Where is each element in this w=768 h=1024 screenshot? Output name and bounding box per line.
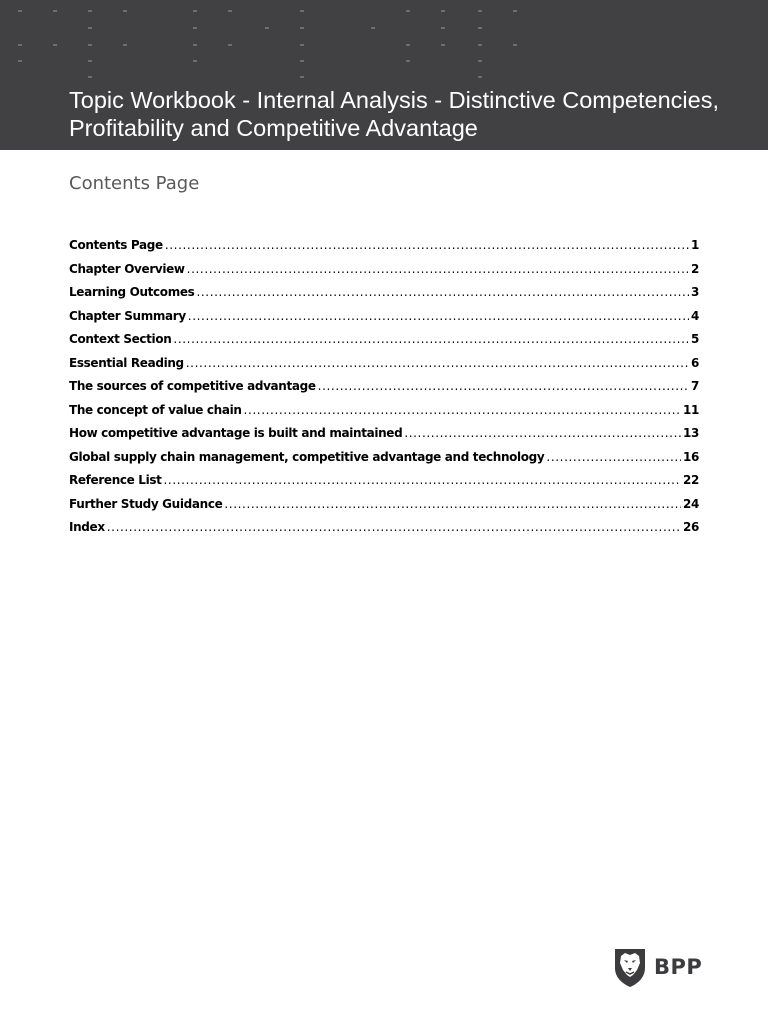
toc-leader-dots [186, 356, 689, 370]
toc-entry-title: Learning Outcomes [69, 285, 195, 299]
toc-entry-page: 7 [691, 379, 699, 393]
toc-entry-title: The concept of value chain [69, 402, 242, 417]
toc-entry[interactable] [69, 426, 699, 450]
toc-entry-title: Reference List [69, 473, 162, 487]
toc-entry[interactable] [69, 262, 699, 286]
toc-entry[interactable] [69, 309, 699, 333]
toc-entry[interactable] [69, 450, 699, 474]
document-title: Topic Workbook - Internal Analysis - Distinctive Competencies, Profitability and Competitive Advantage [69, 87, 719, 141]
toc-entry-page: 3 [691, 285, 699, 299]
table-of-contents [69, 238, 699, 544]
toc-entry-page: 11 [683, 402, 699, 417]
toc-entry-page: 6 [691, 355, 699, 370]
toc-entry[interactable] [69, 403, 699, 427]
toc-entry-page: 22 [683, 473, 699, 487]
toc-entry-title: Context Section [69, 332, 172, 346]
toc-entry-title: Global supply chain management, competitive advantage and technology [69, 449, 545, 464]
toc-entry[interactable] [69, 520, 699, 544]
toc-leader-dots [244, 403, 681, 417]
toc-leader-dots [107, 520, 681, 534]
dot-pattern-decoration [0, 0, 768, 90]
toc-entry-page: 4 [691, 308, 699, 323]
toc-leader-dots [224, 497, 681, 511]
toc-leader-dots [164, 473, 681, 487]
toc-leader-dots [188, 309, 689, 323]
toc-entry-page: 13 [683, 426, 699, 440]
toc-entry-page: 2 [691, 261, 699, 276]
toc-entry-page: 1 [691, 238, 699, 252]
toc-entry-page: 24 [683, 496, 699, 511]
toc-leader-dots [546, 450, 681, 464]
toc-entry[interactable] [69, 356, 699, 380]
toc-entry-title: Index [69, 520, 105, 534]
toc-leader-dots [187, 262, 689, 276]
bpp-logo [612, 945, 712, 989]
toc-leader-dots [173, 332, 689, 346]
toc-entry[interactable] [69, 332, 699, 356]
toc-entry-title: Contents Page [69, 238, 163, 252]
toc-entry-page: 16 [683, 449, 699, 464]
toc-entry-title: The sources of competitive advantage [69, 379, 316, 393]
lion-shield-icon [612, 946, 648, 988]
toc-entry-title: Chapter Summary [69, 308, 186, 323]
toc-leader-dots [165, 238, 689, 252]
title-banner [0, 0, 768, 150]
toc-leader-dots [196, 285, 689, 299]
toc-entry[interactable] [69, 497, 699, 521]
toc-leader-dots [404, 426, 681, 440]
toc-entry[interactable] [69, 238, 699, 262]
toc-entry[interactable] [69, 379, 699, 403]
toc-entry-page: 5 [691, 332, 699, 346]
toc-entry[interactable] [69, 473, 699, 497]
toc-entry-title: Chapter Overview [69, 261, 185, 276]
toc-entry-title: Further Study Guidance [69, 496, 223, 511]
contents-heading: Contents Page [69, 173, 200, 194]
toc-entry[interactable] [69, 285, 699, 309]
logo-wordmark: BPP [654, 955, 703, 979]
toc-entry-title: Essential Reading [69, 355, 184, 370]
toc-entry-title: How competitive advantage is built and maintained [69, 426, 403, 440]
toc-leader-dots [318, 379, 689, 393]
toc-entry-page: 26 [683, 520, 699, 534]
